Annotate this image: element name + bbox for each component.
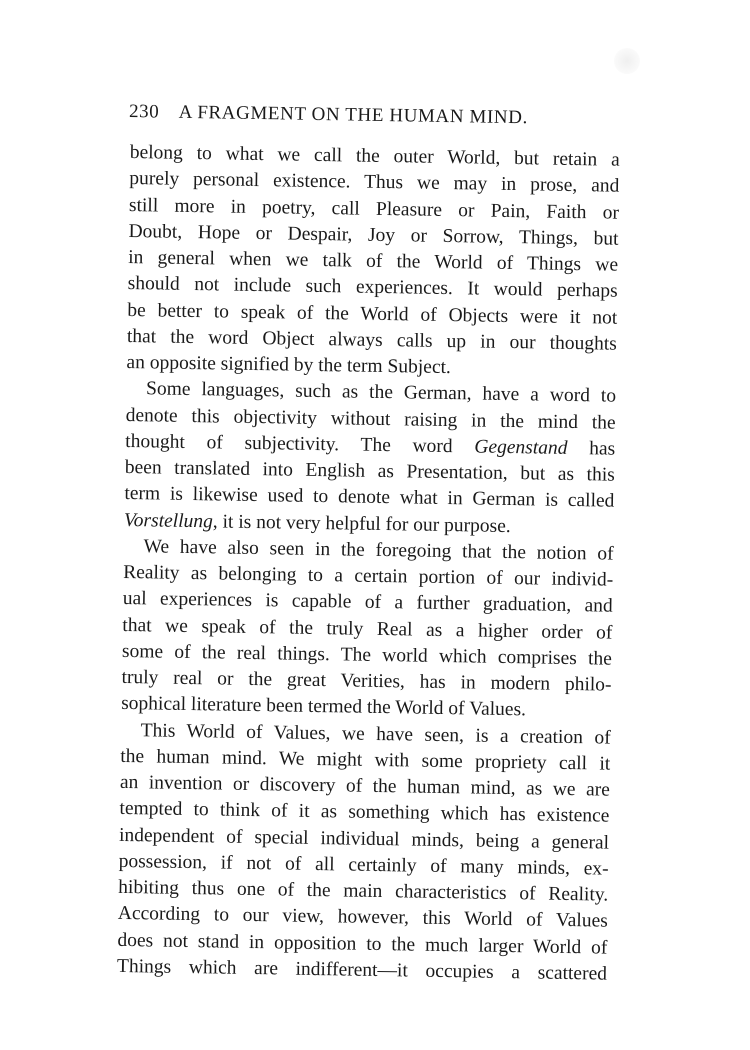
text-line: term is likewise used to denote what in German is called <box>124 483 615 512</box>
text-line: does not stand in opposition to the much larger World of <box>117 929 608 959</box>
text-line: purely personal existence. Thus we may in prose, and <box>129 168 620 197</box>
text-line: Some languages, such as the German, have a word to <box>145 378 617 407</box>
text-line: According to our view, however, this World of Values <box>117 903 608 932</box>
text-line: an opposite signified by the term Subject. <box>126 351 452 379</box>
text-line: Things which are indifferent—it occupies a scattered <box>116 955 608 985</box>
paper-smudge <box>614 48 640 74</box>
text-line: possession, if not of all certainly of many minds, ex- <box>118 850 609 880</box>
text-line: We have also seen in the foregoing that the notion of <box>143 536 614 565</box>
text-line: Doubt, Hope or Despair, Joy or Sorrow, Things, but <box>128 220 619 250</box>
text-line: This World of Values, we have seen, is a creation of <box>140 719 611 749</box>
text-line: tempted to think of it as something which has existence <box>119 798 610 827</box>
text-line: that we speak of the truly Real as a higher order of <box>122 614 613 644</box>
text-line: should not include such experiences. It would perhaps <box>127 273 618 302</box>
text-line: been translated into English as Presentation, but as this <box>124 456 615 486</box>
text-line: an invention or discovery of the human mind, as we are <box>119 771 611 801</box>
italic-term: Vorstellung <box>123 509 214 532</box>
text-line: denote this objectivity without raising in the mind the <box>125 404 616 434</box>
page-number: 230 <box>128 101 160 123</box>
running-title: A FRAGMENT ON THE HUMAN MIND. <box>178 101 529 129</box>
text-line: hibiting thus one of the main characteristics of Reality. <box>118 876 609 906</box>
page-header <box>129 101 574 134</box>
text-line: independent of special individual minds, being a general <box>118 824 610 854</box>
text-line: ual experiences is capable of a further graduation, and <box>122 588 613 617</box>
text-run: thought of subjectivity. The word <box>125 430 475 458</box>
text-line: be better to speak of the World of Objects were it not <box>127 299 618 329</box>
text-run: , it is not very helpful for our purpose. <box>212 510 511 537</box>
text-run: has <box>567 437 616 460</box>
text-line: Reality as belonging to a certain portion of our individ- <box>123 561 614 591</box>
body-text <box>117 140 620 988</box>
text-line: truly real or the great Verities, has in modern philo- <box>121 666 612 696</box>
text-line: that the word Object always calls up in our thoughts <box>126 325 618 355</box>
text-line: some of the real things. The world which comprises the <box>121 640 613 670</box>
text-line: the human mind. We might with some propriety call it <box>120 745 611 775</box>
italic-term: Gegenstand <box>474 436 568 459</box>
text-line: belong to what we call the outer World, but retain a <box>129 141 620 171</box>
text-line: in general when we talk of the World of Things we <box>127 246 619 276</box>
text-line: still more in poetry, call Pleasure or Pain, Faith or <box>128 194 620 224</box>
text-line: sophical literature been termed the World of Values. <box>120 693 527 721</box>
